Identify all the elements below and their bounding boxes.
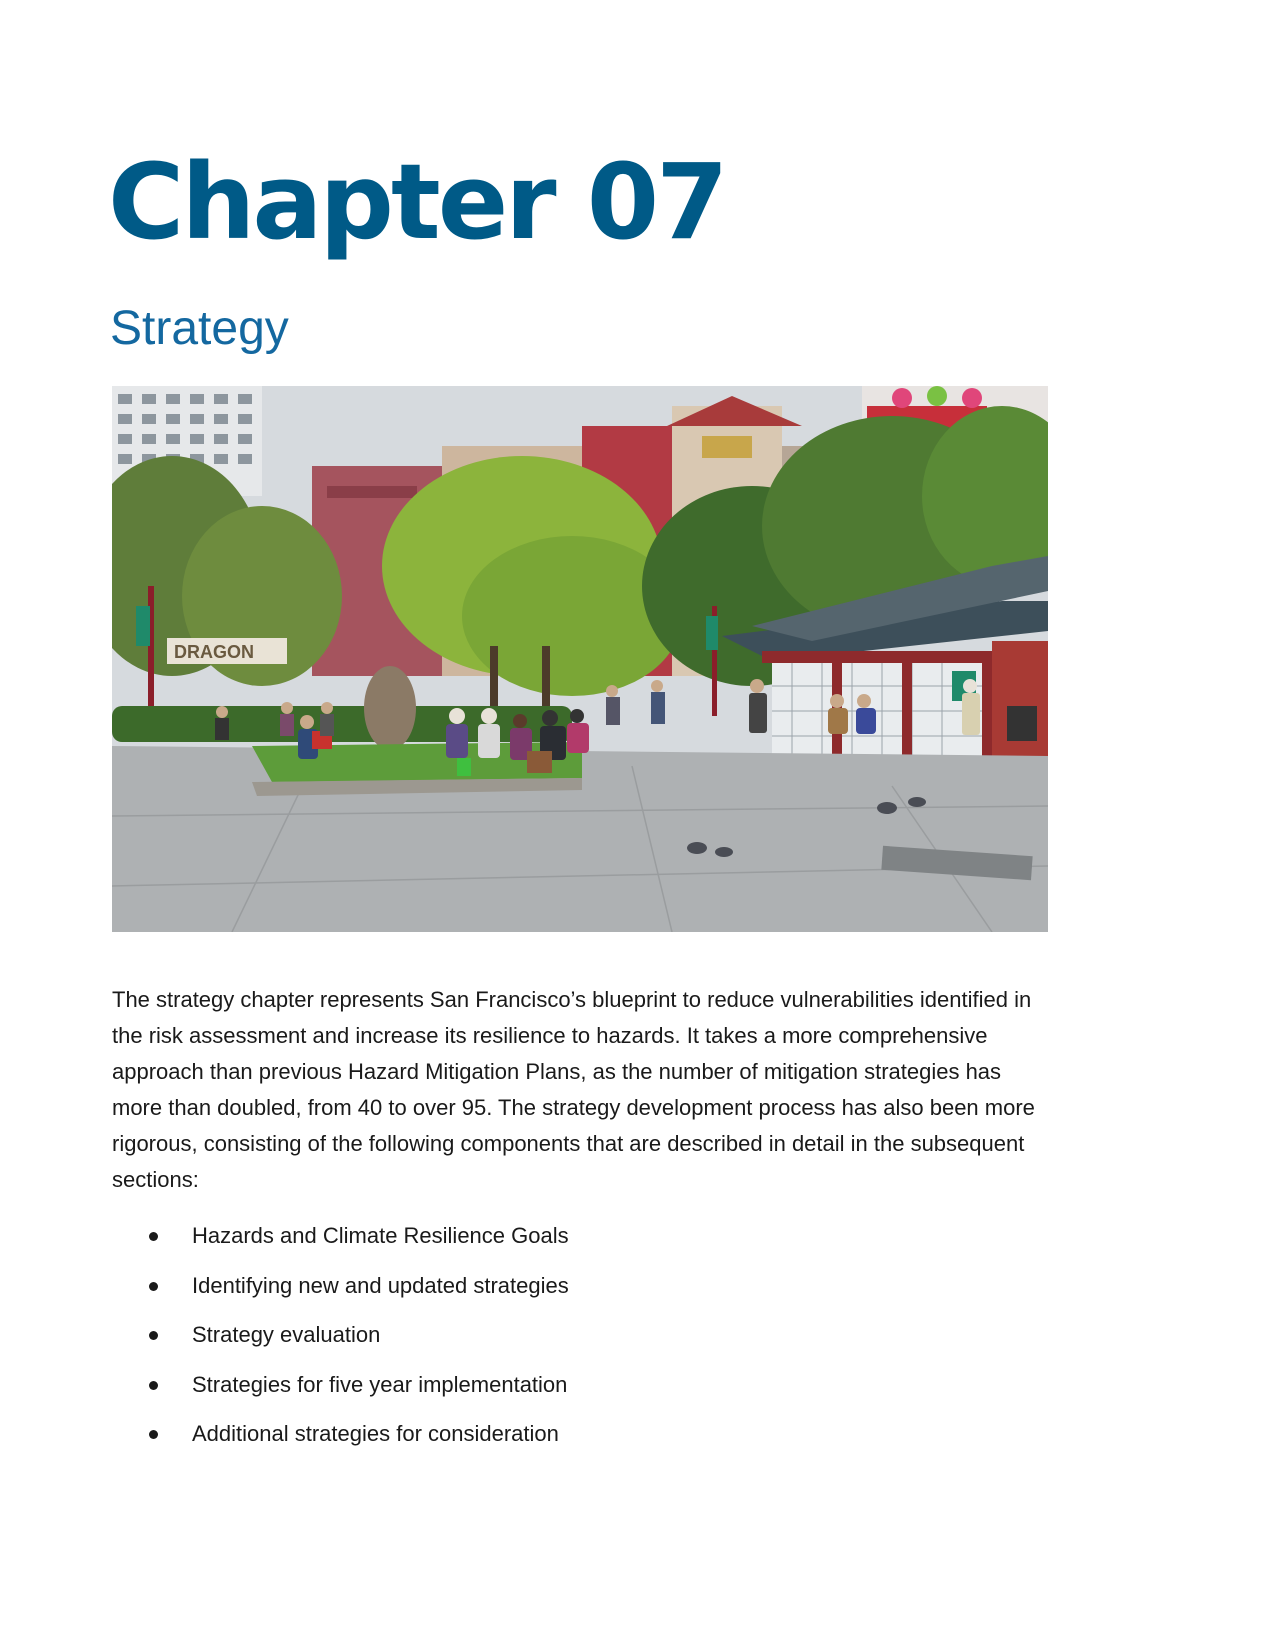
list-item: [112, 1268, 1012, 1318]
list-item-text: Additional strategies for consideration: [192, 1421, 559, 1446]
bullet-icon: [149, 1331, 158, 1340]
intro-paragraph: The strategy chapter represents San Francisco’s blueprint to reduce vulnerabilities identified in the risk assessment and increase its resilience to hazards. It takes a more comprehensive approach than previous Hazard Mitigation Plans, as the number of mitigation strategies has more than doubled, from 40 to over 95. The strategy development process has also been more rigorous, consisting of the following components that are described in detail in the subsequent sections:: [112, 987, 1035, 1192]
list-item: [112, 1367, 1012, 1417]
list-item-text: Hazards and Climate Resilience Goals: [192, 1223, 569, 1248]
list-item: [112, 1416, 1012, 1466]
chapter-title: Chapter 07: [108, 141, 726, 263]
hero-photo: [112, 386, 1048, 932]
list-item: [112, 1218, 1012, 1268]
list-item-text: Strategy evaluation: [192, 1322, 381, 1347]
shop-sign: DRAGON: [174, 642, 254, 662]
bullet-icon: [149, 1232, 158, 1241]
list-item-text: Strategies for five year implementation: [192, 1371, 568, 1397]
bullet-icon: [149, 1381, 158, 1390]
chapter-subtitle: Strategy: [110, 302, 289, 355]
bullet-icon: [149, 1282, 158, 1291]
list-item: [112, 1317, 1012, 1367]
components-list: [112, 1218, 1012, 1466]
bullet-icon: [149, 1430, 158, 1439]
list-item-text: Identifying new and updated strategies: [192, 1272, 569, 1298]
